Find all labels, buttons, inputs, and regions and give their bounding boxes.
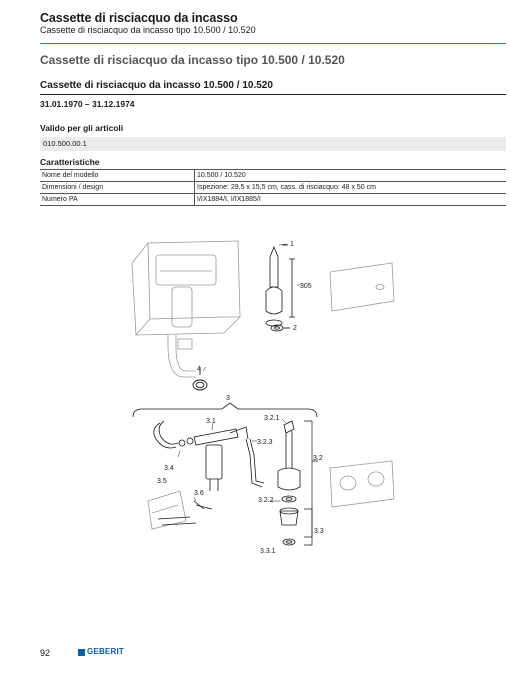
article-bar bbox=[40, 137, 506, 151]
header-divider bbox=[40, 43, 506, 44]
table-value: 10.500 / 10.520 bbox=[195, 170, 507, 182]
valid-for-label: Valido per gli articoli bbox=[40, 123, 124, 133]
bracket-3-2 bbox=[304, 421, 318, 537]
product-divider bbox=[40, 94, 506, 95]
table-row bbox=[40, 182, 506, 194]
page-number: 92 bbox=[40, 648, 51, 658]
label-3-4: 3.4 bbox=[164, 465, 174, 472]
item-3-4-hose bbox=[154, 421, 193, 448]
item-3-2-outlet bbox=[278, 421, 300, 545]
product-dates: 31.01.1970 – 31.12.1974 bbox=[40, 99, 135, 109]
table-row bbox=[40, 194, 506, 206]
table-row bbox=[40, 170, 506, 182]
label-3-2: 3.2 bbox=[313, 455, 323, 462]
brand-logo: GEBERIT bbox=[87, 647, 124, 656]
article-number: 010.500.00.1 bbox=[43, 139, 87, 148]
label-305: 305 bbox=[300, 283, 312, 290]
label-3-6: 3.6 bbox=[194, 490, 204, 497]
label-4: 4 bbox=[197, 366, 201, 373]
item-3-2-3-lever bbox=[246, 439, 264, 487]
label-3-5: 3.5 bbox=[157, 478, 167, 485]
product-title: Cassette di risciacquo da incasso 10.500 / 10.520 bbox=[40, 80, 273, 91]
label-3-2-2: 3.2.2 bbox=[258, 497, 274, 504]
table-key: Numero PA bbox=[40, 194, 195, 206]
table-key: Dimensioni / design bbox=[40, 182, 195, 194]
table-value: Ispezione: 29,5 x 15,5 cm, cass. di risciacquo: 48 x 50 cm bbox=[195, 182, 507, 194]
label-3-2-3: 3.2.3 bbox=[257, 439, 273, 446]
header-subtitle: Cassette di risciacquo da incasso tipo 10.500 / 10.520 bbox=[40, 25, 256, 35]
item-3-6-screw bbox=[194, 501, 212, 509]
cistern-illustration bbox=[132, 241, 240, 377]
label-1: 1 bbox=[290, 241, 294, 248]
group-bracket-3 bbox=[133, 403, 317, 417]
label-3-1: 3.1 bbox=[206, 418, 216, 425]
label-3-2-1: 3.2.1 bbox=[264, 415, 280, 422]
table-key: Nome del modello bbox=[40, 170, 195, 182]
bracket-3-3 bbox=[304, 509, 312, 545]
label-3: 3 bbox=[226, 395, 230, 402]
item-1-2-drawing bbox=[266, 245, 295, 331]
characteristics-table bbox=[40, 169, 506, 206]
item-3-1-valve bbox=[194, 427, 248, 491]
cover-plate-bottom bbox=[330, 461, 394, 507]
cover-plate-top bbox=[330, 263, 394, 311]
geberit-logo-icon bbox=[78, 649, 85, 656]
label-3-3-1: 3.3.1 bbox=[260, 548, 276, 555]
header-title: Cassette di risciacquo da incasso bbox=[40, 11, 238, 25]
table-value: I/IX1884/I, I/IX1885/I bbox=[195, 194, 507, 206]
exploded-parts-drawing bbox=[0, 225, 510, 570]
label-2: 2 bbox=[293, 325, 297, 332]
section-title: Cassette di risciacquo da incasso tipo 10.500 / 10.520 bbox=[40, 53, 345, 67]
characteristics-label: Caratteristiche bbox=[40, 157, 100, 167]
label-3-3: 3.3 bbox=[314, 528, 324, 535]
item-3-5-plate bbox=[148, 491, 196, 529]
